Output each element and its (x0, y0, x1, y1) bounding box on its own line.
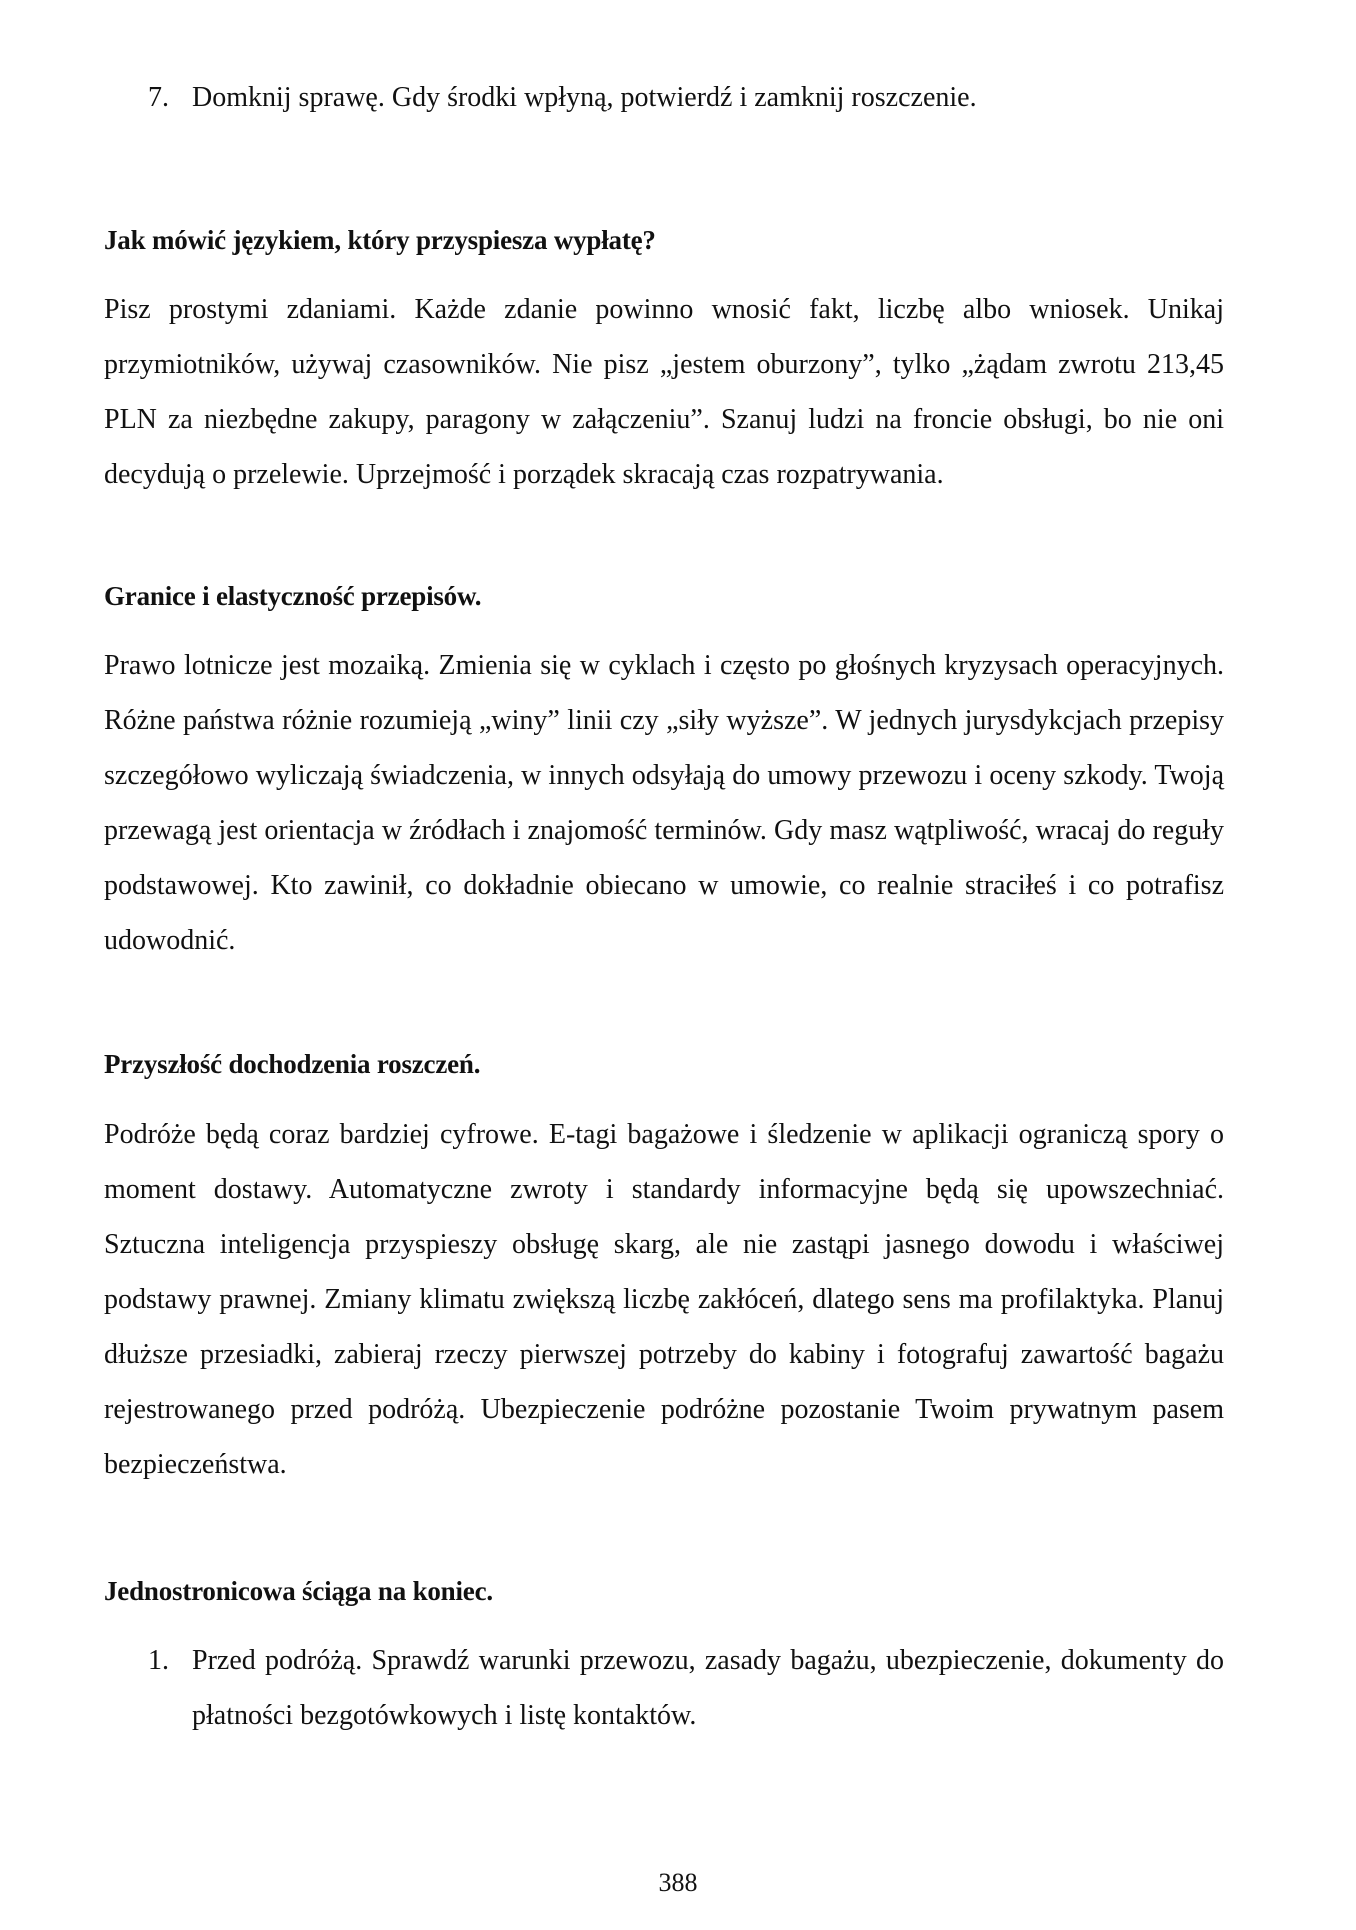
section-paragraph: Pisz prostymi zdaniami. Każde zdanie powinno wnosić fakt, liczbę albo wniosek. Unikaj przymiotników, używaj czasowników. Nie pisz „jestem oburzony”, tylko „żądam zwrotu 213,45 PLN za niezbędne zakupy, paragony w załączeniu”. Szanuj ludzi na froncie obsługi, bo nie oni decydują o przelewie. Uprzejmość i porządek skracają czas rozpatrywania. (104, 294, 1224, 490)
list-item-text: Przed podróżą. Sprawdź warunki przewozu, zasady bagażu, ubezpieczenie, dokumenty do płatności bezgotówkowych i listę kontaktów. (192, 1645, 1224, 1731)
list-item-number: 7. (148, 82, 169, 113)
list-item-number: 1. (148, 1645, 169, 1676)
section-heading: Przyszłość dochodzenia roszczeń. (104, 1049, 481, 1079)
section-heading: Granice i elastyczność przepisów. (104, 581, 482, 611)
list-item-text: Domknij sprawę. Gdy środki wpłyną, potwierdź i zamknij roszczenie. (192, 82, 977, 113)
section-paragraph: Prawo lotnicze jest mozaiką. Zmienia się w cyklach i często po głośnych kryzysach operacyjnych. Różne państwa różnie rozumieją „winy” linii czy „siły wyższe”. W jednych jurysdykcjach przepisy szczegółowo wyliczają świadczenia, w innych odsyłają do umowy przewozu i oceny szkody. Twoją przewagą jest orientacja w źródłach i znajomość terminów. Gdy masz wątpliwość, wracaj do reguły podstawowej. Kto zawinił, co dokładnie obiecano w umowie, co realnie straciłeś i co potrafisz udowodnić. (104, 650, 1224, 956)
page-number: 388 (658, 1868, 698, 1897)
section-heading: Jak mówić językiem, który przyspiesza wypłatę? (104, 225, 656, 255)
section-heading: Jednostronicowa ściąga na koniec. (104, 1576, 493, 1606)
section-paragraph: Podróże będą coraz bardziej cyfrowe. E-tagi bagażowe i śledzenie w aplikacji ograniczą spory o moment dostawy. Automatyczne zwroty i standardy informacyjne będą się upowszechniać. Sztuczna inteligencja przyspieszy obsługę skarg, ale nie zastąpi jasnego dowodu i właściwej podstawy prawnej. Zmiany klimatu zwiększą liczbę zakłóceń, dlatego sens ma profilaktyka. Planuj dłuższe przesiadki, zabieraj rzeczy pierwszej potrzeby do kabiny i fotografuj zawartość bagażu rejestrowanego przed podróżą. Ubezpieczenie podróżne pozostanie Twoim prywatnym pasem bezpieczeństwa. (104, 1119, 1224, 1480)
